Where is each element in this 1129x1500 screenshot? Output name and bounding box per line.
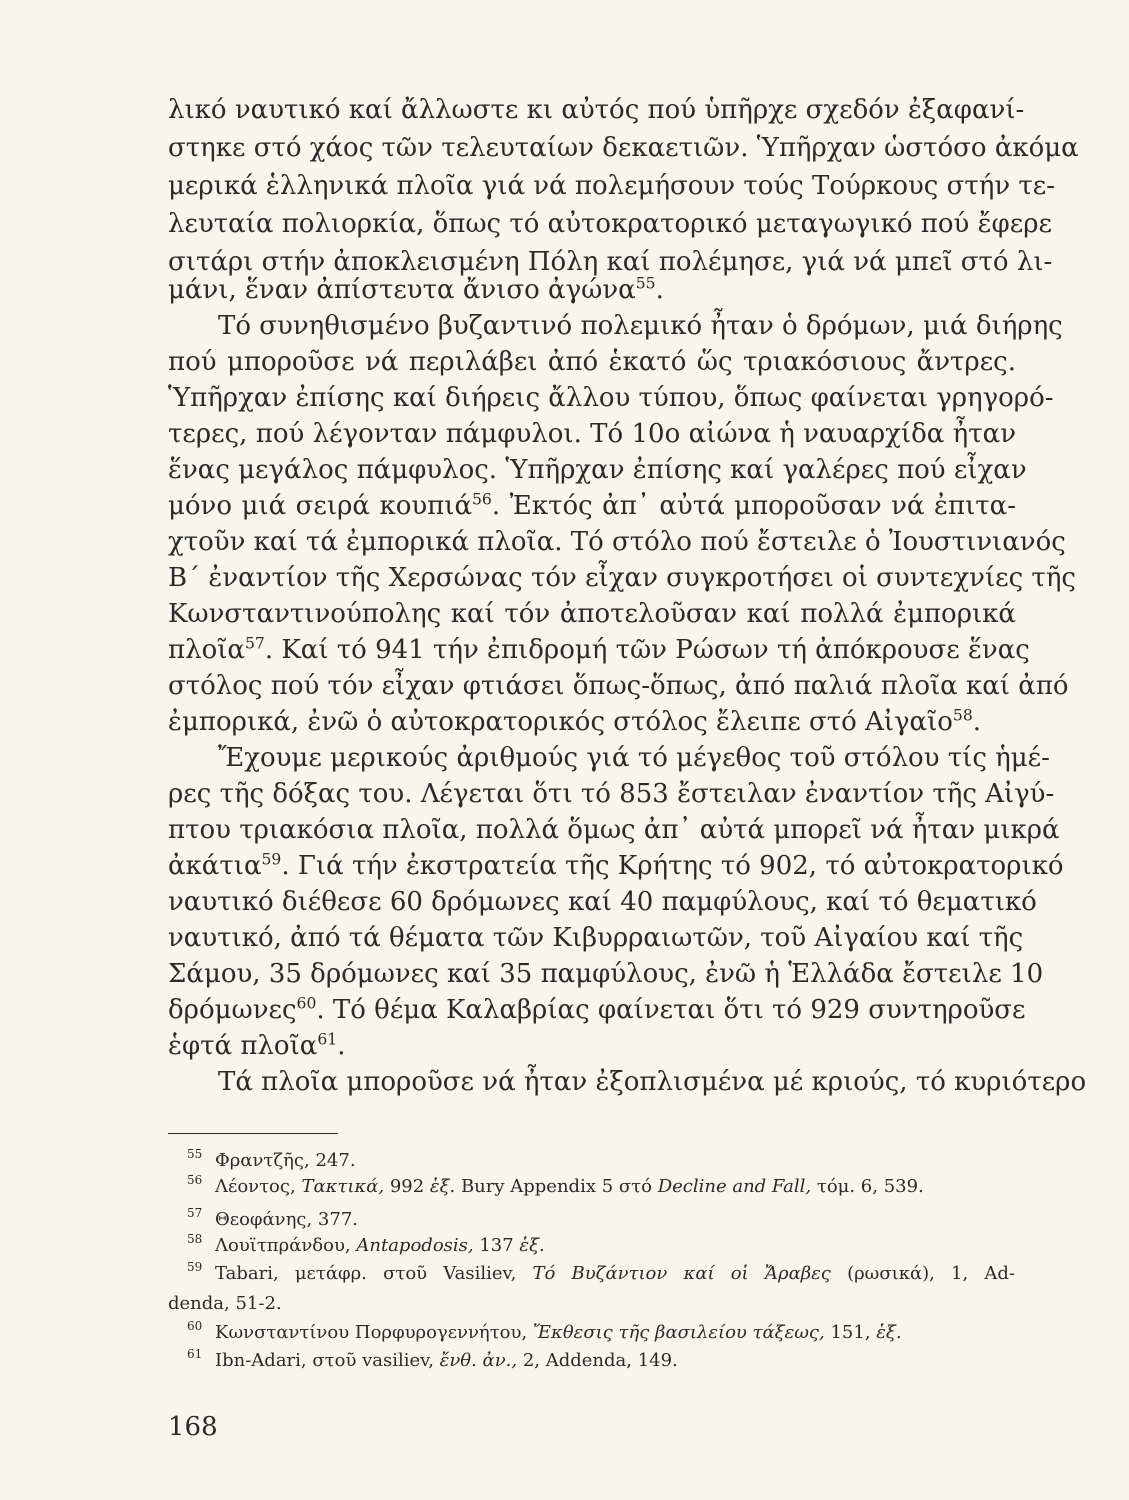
body-line: χτοῦν καί τά ἐμπορικά πλοῖα. Τό στόλο πού ἔστειλε ὁ Ἰουστινιανός <box>168 527 1066 557</box>
footnote-number: 55 <box>187 1147 203 1161</box>
page-number: 168 <box>168 1412 218 1442</box>
body-line: ναυτικό, ἀπό τά θέματα τῶν Κιβυρραιωτῶν, τοῦ Αἰγαίου καί τῆς <box>168 923 1024 953</box>
body-line: Τά πλοῖα μποροῦσε νά ἦταν ἐξοπλισμένα μέ κριούς, τό κυριότερο <box>218 1067 1087 1097</box>
body-line: Τό συνηθισμένο βυζαντινό πολεμικό ἦταν ὁ δρόμων, μιά διήρης <box>218 311 1063 341</box>
body-line: τερες, πού λέγονταν πάμφυλοι. Τό 10ο αἰώνα ἡ ναυαρχίδα ἦταν <box>168 419 1016 449</box>
body-line: ναυτικό διέθεσε 60 δρόμωνες καί 40 παμφύλους, καί τό θεματικό <box>168 887 1037 917</box>
body-line: στόλος πού τόν εἶχαν φτιάσει ὅπως-ὅπως, ἀπό παλιά πλοῖα καί ἀπό <box>168 671 1069 701</box>
body-line: μερικά ἑλληνικά πλοῖα γιά νά πολεμήσουν τούς Τούρκους στήν τε- <box>168 171 1056 201</box>
body-line: Σάμου, 35 δρόμωνες καί 35 παμφύλους, ἐνῶ ἡ Ἑλλάδα ἔστειλε 10 <box>168 959 1044 989</box>
body-line: ἕνας μεγάλος πάμφυλος. Ὑπῆρχαν ἐπίσης καί γαλέρες πού εἶχαν <box>168 455 1027 485</box>
body-line: ἑφτά πλοῖα$^{61}$. <box>168 1030 346 1061</box>
footnote-ref: 61 <box>317 1030 338 1049</box>
body-line: ἀκάτια$^{59}$. Γιά τήν ἐκστρατεία τῆς Κρήτης τό 902, τό αὐτοκρατορικό <box>168 850 1064 881</box>
footnote-ref: 59 <box>261 850 282 869</box>
footnote-ref: 56 <box>472 490 492 509</box>
footnote: 59 Tabari, μετάφρ. στοῦ Vasiliev, Τό Βυζάντιον καί οἱ Ἄραβες (ρωσικά), 1, Ad- <box>187 1260 1015 1284</box>
body-line: Ὑπῆρχαν ἐπίσης καί διήρεις ἄλλου τύπου, ὅπως φαίνεται γρηγορό- <box>168 383 1054 413</box>
footnote-number: 58 <box>187 1232 203 1246</box>
body-line: σιτάρι στήν ἀποκλεισμένη Πόλη καί πολέμησε, γιά νά μπεῖ στό λι- <box>168 247 1053 277</box>
footnote: 55 Φραντζῆς, 247. <box>187 1147 356 1171</box>
body-line: Β΄ ἐναντίον τῆς Χερσώνας τόν εἶχαν συγκροτήσει οἱ συντεχνίες τῆς <box>168 563 1076 593</box>
body-line: λευταία πολιορκία, ὅπως τό αὐτοκρατορικό μεταγωγικό πού ἔφερε <box>168 209 1052 239</box>
footnote-ref: 55 <box>635 274 656 293</box>
body-line: στηκε στό χάος τῶν τελευταίων δεκαετιῶν. Ὑπῆρχαν ὡστόσο ἀκόμα <box>168 133 1079 163</box>
footnote-number: 56 <box>187 1173 203 1187</box>
body-line: πλοῖα$^{57}$. Καί τό 941 τήν ἐπιδρομή τῶν Ρώσων τή ἀπόκρουσε ἕνας <box>168 634 1030 665</box>
footnote: 58 Λουϊτπράνδου, Antapodosis, 137 ἑξ. <box>187 1232 545 1256</box>
footnote-ref: 60 <box>296 994 317 1013</box>
body-line: δρόμωνες$^{60}$. Τό θέμα Καλαβρίας φαίνεται ὅτι τό 929 συντηροῦσε <box>168 994 1026 1025</box>
body-line: λικό ναυτικό καί ἄλλωστε κι αὐτός πού ὑπῆρχε σχεδόν ἐξαφανί- <box>168 95 1025 125</box>
footnote-divider <box>168 1133 338 1134</box>
footnote: 56 Λέοντος, Τακτικά, 992 ἑξ. Bury Appendix 5 στό Decline and Fall, τόμ. 6, 539. <box>187 1173 924 1197</box>
footnote-ref: 58 <box>952 706 973 725</box>
body-line: Κωνσταντινούπολης καί τόν ἀποτελοῦσαν καί πολλά ἐμπορικά <box>168 599 1016 629</box>
footnote-number: 61 <box>187 1347 203 1361</box>
footnote-number: 60 <box>187 1319 203 1333</box>
footnote: 60 Κωνσταντίνου Πορφυρογεννήτου, Ἔκθεσις τῆς βασιλείου τάξεως, 151, ἑξ. <box>187 1319 902 1343</box>
body-line: μάνι, ἕναν ἀπίστευτα ἄνισο ἀγώνα$^{55}$. <box>168 274 664 305</box>
footnote-continuation: denda, 51-2. <box>168 1293 282 1314</box>
body-line: μόνο μιά σειρά κουπιά$^{56}$. Ἐκτός ἀπ᾿ αὐτά μποροῦσαν νά ἐπιτα- <box>168 490 1016 521</box>
body-line: πού μποροῦσε νά περιλάβει ἀπό ἑκατό ὥς τριακόσιους ἄντρες. <box>168 347 1016 377</box>
footnote-number: 57 <box>187 1206 203 1220</box>
footnote: 57 Θεοφάνης, 377. <box>187 1206 359 1230</box>
footnote-ref: 57 <box>244 634 265 653</box>
body-line: πτου τριακόσια πλοῖα, πολλά ὅμως ἀπ᾿ αὐτά μπορεῖ νά ἦταν μικρά <box>168 815 1060 845</box>
body-line: Ἔχουμε μερικούς ἀριθμούς γιά τό μέγεθος τοῦ στόλου τίς ἡμέ- <box>218 743 1050 773</box>
footnote-number: 59 <box>187 1260 203 1274</box>
footnote: 61 Ibn-Adari, στοῦ vasiliev, ἔνθ. ἀν., 2, Addenda, 149. <box>187 1347 678 1371</box>
body-line: ἐμπορικά, ἐνῶ ὁ αὐτοκρατορικός στόλος ἔλειπε στό Αἰγαῖο$^{58}$. <box>168 706 982 737</box>
body-line: ρες τῆς δόξας του. Λέγεται ὅτι τό 853 ἔστειλαν ἐναντίον τῆς Αἰγύ- <box>168 779 1055 809</box>
